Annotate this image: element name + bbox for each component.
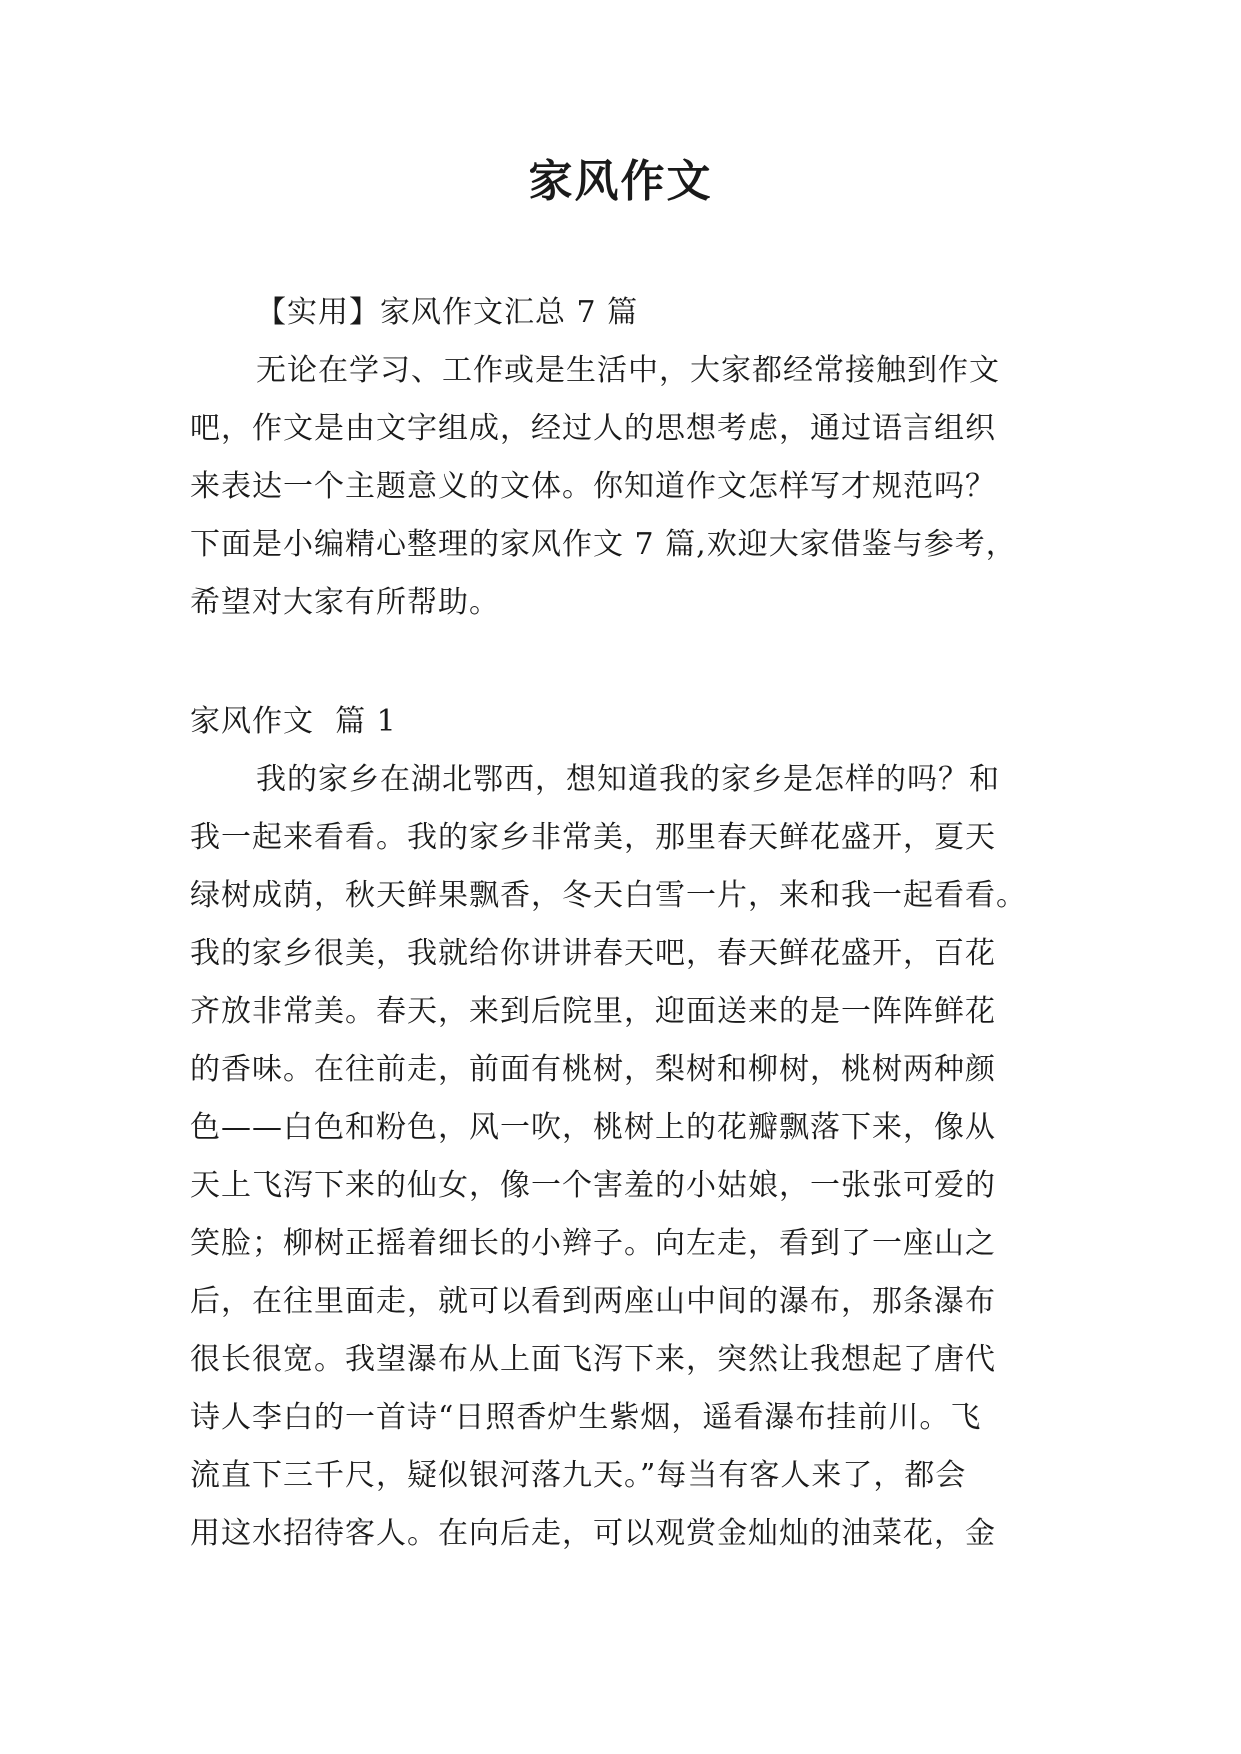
paragraph-line: 笑脸；柳树正摇着细长的小辫子。向左走，看到了一座山之 [190, 1226, 996, 1261]
document-subtitle: 【实用】家风作文汇总 7 篇 [256, 295, 639, 330]
subtitle-block [190, 284, 1070, 342]
paragraph-line: 我的家乡很美，我就给你讲讲春天吧，春天鲜花盛开，百花 [190, 936, 996, 971]
paragraph-line: 我一起来看看。我的家乡非常美，那里春天鲜花盛开，夏天 [190, 820, 996, 855]
paragraph-line: 诗人李白的一首诗“日照香炉生紫烟，遥看瀑布挂前川。飞 [190, 1400, 982, 1435]
paragraph-line: 下面是小编精心整理的家风作文 7 篇,欢迎大家借鉴与参考， [190, 527, 1017, 562]
paragraph-line: 来表达一个主题意义的文体。你知道作文怎样写才规范吗？ [190, 469, 996, 504]
paragraph-line: 我的家乡在湖北鄂西，想知道我的家乡是怎样的吗？和 [256, 762, 1000, 797]
paragraph-line: 绿树成荫，秋天鲜果飘香，冬天白雪一片，来和我一起看看。 [190, 878, 1027, 913]
essay-heading-block [190, 693, 1070, 751]
essay-paragraph [190, 751, 1070, 1563]
paragraph-line: 后，在往里面走，就可以看到两座山中间的瀑布，那条瀑布 [190, 1284, 996, 1319]
paragraph-line: 吧，作文是由文字组成，经过人的思想考虑，通过语言组织 [190, 411, 996, 446]
intro-paragraph [190, 342, 1070, 632]
paragraph-line: 用这水招待客人。在向后走，可以观赏金灿灿的油菜花，金 [190, 1516, 996, 1551]
essay-heading: 家风作文 篇 1 [190, 704, 397, 739]
paragraph-line: 无论在学习、工作或是生活中，大家都经常接触到作文 [256, 353, 1000, 388]
paragraph-line: 天上飞泻下来的仙女，像一个害羞的小姑娘，一张张可爱的 [190, 1168, 996, 1203]
paragraph-line: 希望对大家有所帮助。 [190, 585, 500, 620]
paragraph-line: 的香味。在往前走，前面有桃树，梨树和柳树，桃树两种颜 [190, 1052, 996, 1087]
document-title: 家风作文 [528, 156, 713, 207]
paragraph-line: 色——白色和粉色，风一吹，桃树上的花瓣飘落下来，像从 [190, 1110, 996, 1145]
paragraph-line: 齐放非常美。春天，来到后院里，迎面送来的是一阵阵鲜花 [190, 994, 996, 1029]
paragraph-line: 流直下三千尺，疑似银河落九天。”每当有客人来了，都会 [190, 1458, 967, 1493]
paragraph-line: 很长很宽。我望瀑布从上面飞泻下来，突然让我想起了唐代 [190, 1342, 996, 1377]
